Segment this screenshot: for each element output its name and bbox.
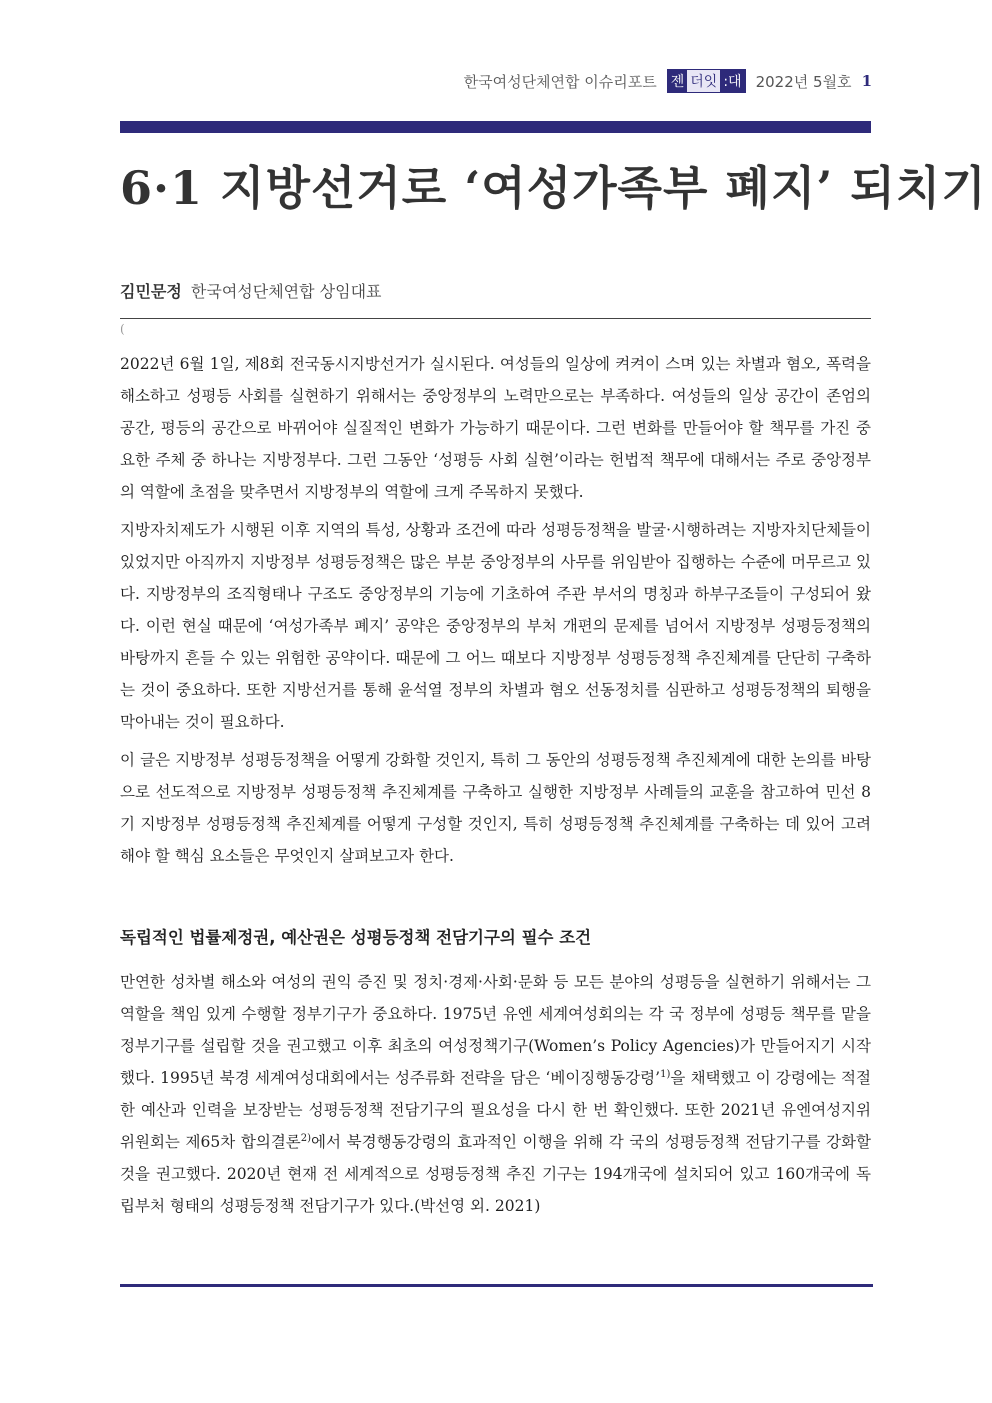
paragraph: 지방자치제도가 시행된 이후 지역의 특성, 상황과 조건에 따라 성평등정책을 발굴·시행하려는 지방자치단체들이 있었지만 아직까지 지방정부 성평등정책은 많은 부분 중앙정부의 사무를 위임받아 집행하는 수준에 머무르고 있다. 지방정부의 조직형태나 구조도 중앙정부의 기능에 기초하여 주관 부서의 명칭과 하부구조들이 구성되어 왔다. 이런 현실 때문에 ‘여성가족부 폐지’ 공약은 중앙정부의 부처 개편의 문제를 넘어서 지방정부 성평등정책의 바탕까지 흔들 수 있는 위험한 공약이다. 때문에 그 어느 때보다 지방정부 성평등정책 추진체계를 단단히 구축하는 것이 중요하다. 또한 지방선거를 통해 윤석열 정부의 차별과 혐오 선동정치를 심판하고 성평등정책의 퇴행을 막아내는 것이 필요하다. bbox=[120, 521, 871, 731]
footnote-ref-2[interactable]: 2) bbox=[300, 1132, 312, 1144]
article-body bbox=[120, 348, 871, 1228]
section-text-1: 만연한 성차별 해소와 여성의 권익 증진 및 정치·경제·사회·문화 등 모든 분야의 성평등을 실현하기 위해서는 그 역할을 책임 있게 수행할 정부기구가 중요하다. 1975년 유엔 세계여성회의는 각 국 정부에 성평등 책무를 맡을 정부기구를 설립할 것을 권고했고 이후 최초의 여성정책기구(Women’s Policy Agencies)가 만들어지기 시작했다. 1995년 북경 세계여성대회에서는 성주류화 전략을 담은 ‘베이징행동강령’ bbox=[120, 973, 871, 1087]
footer-rule bbox=[120, 1284, 873, 1287]
paragraph: 2022년 6월 1일, 제8회 전국동시지방선거가 실시된다. 여성들의 일상에 켜켜이 스며 있는 차별과 혐오, 폭력을 해소하고 성평등 사회를 실현하기 위해서는 중앙정부의 노력만으로는 부족하다. 여성들의 일상 공간이 존엄의 공간, 평등의 공간으로 바뀌어야 실질적인 변화가 가능하기 때문이다. 그런 변화를 만들어야 할 책무를 가진 중요한 주체 중 하나는 지방정부다. 그런 그동안 ‘성평등 사회 실현’이라는 헌법적 책무에 대해서는 주로 중앙정부의 역할에 초점을 맞추면서 지방정부의 역할에 크게 주목하지 못했다. bbox=[120, 355, 871, 501]
author-divider bbox=[120, 318, 871, 319]
section-heading: 독립적인 법률제정권, 예산권은 성평등정책 전담기구의 필수 조건 bbox=[120, 928, 592, 947]
report-name: 한국여성단체연합 이슈리포트 bbox=[463, 72, 657, 91]
report-header bbox=[464, 69, 872, 93]
series-badge-part-1: 젠 bbox=[668, 70, 688, 92]
issue-date: 2022년 5월호 bbox=[755, 72, 852, 91]
footnote-ref-1[interactable]: 1) bbox=[660, 1068, 671, 1080]
section-text-3: 에서 북경행동강령의 효과적인 이행을 위해 각 국의 성평등정책 전담기구를 강화할 것을 권고했다. 2020년 현재 전 세계적으로 성평등정책 추진 기구는 194개국에 설치되어 있고 160개국에 독립부처 형태의 성평등정책 전담기구가 있다.(박선영 외. 2021) bbox=[120, 1133, 871, 1215]
series-badge-part-2: 더잇 bbox=[687, 70, 720, 92]
paragraph: 이 글은 지방정부 성평등정책을 어떻게 강화할 것인지, 특히 그 동안의 성평등정책 추진체계에 대한 논의를 바탕으로 선도적으로 지방정부 성평등정책 추진체계를 구축하고 실행한 지방정부 사례들의 교훈을 참고하여 민선 8기 지방정부 성평등정책 추진체계를 어떻게 구성할 것인지, 특히 성평등정책 추진체계를 구축하는 데 있어 고려해야 할 핵심 요소들은 무엇인지 살펴보고자 한다. bbox=[120, 751, 871, 865]
series-badge-part-3: :대 bbox=[720, 70, 744, 92]
section-paragraph bbox=[120, 966, 871, 1222]
author-name: 김민문정 bbox=[120, 282, 182, 301]
author-line bbox=[120, 279, 381, 302]
page-title: 6·1 지방선거로 ‘여성가족부 폐지’ 되치기 bbox=[120, 161, 987, 215]
tick-mark: ( bbox=[120, 322, 125, 336]
series-badge bbox=[667, 69, 746, 93]
author-role: 한국여성단체연합 상임대표 bbox=[190, 282, 382, 301]
page-number: 1 bbox=[861, 72, 872, 90]
section-text-2: 을 채택했고 이 강령에는 적절한 예산과 인력을 보장받는 성평등정책 전담기구의 필요성을 다시 한 번 확인했다. 또한 2021년 유엔여성지위위원회는 제65차 합의결론 bbox=[120, 1069, 871, 1151]
title-rule bbox=[120, 121, 871, 133]
